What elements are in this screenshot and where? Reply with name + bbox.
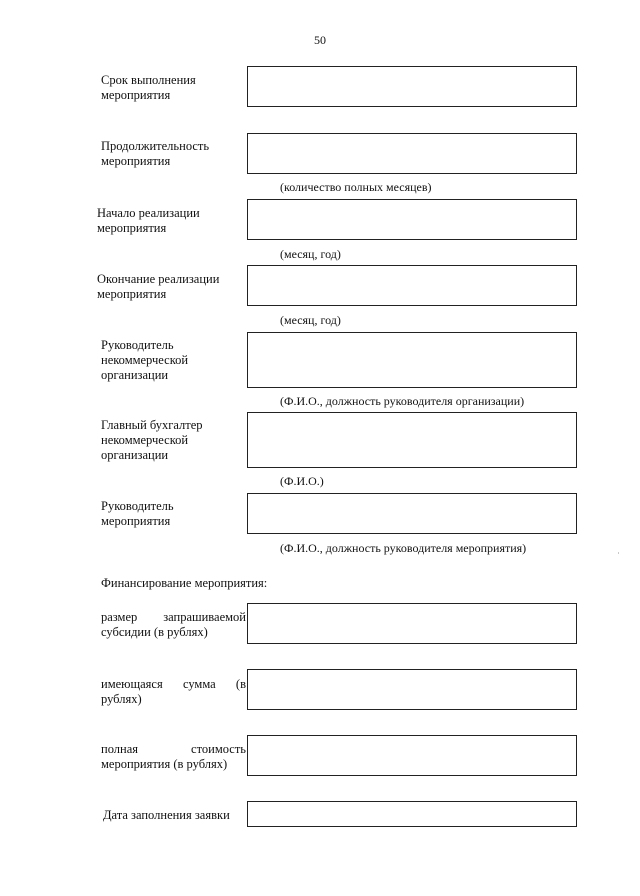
label-duration-period: Срок выполнения мероприятия — [101, 73, 196, 102]
label-start: Начало реализации мероприятия — [97, 206, 200, 235]
caption-head-org: (Ф.И.О., должность руководителя организации) — [280, 394, 525, 408]
label-total-cost-line1: полная стоимость — [101, 742, 246, 756]
field-duration-period[interactable] — [247, 66, 577, 107]
label-chief-accountant: Главный бухгалтер некоммерческой организации — [101, 418, 203, 462]
label-head-org: Руководитель некоммерческой организации — [101, 338, 189, 382]
field-chief-accountant[interactable] — [247, 412, 577, 468]
field-head-org[interactable] — [247, 332, 577, 388]
financing-title: Финансирование мероприятия: — [101, 576, 268, 590]
label-requested-subsidy-line1: размер запрашиваемой — [101, 610, 246, 624]
field-end[interactable] — [247, 265, 577, 306]
caption-duration: (количество полных месяцев) — [280, 180, 432, 194]
label-application-date: Дата заполнения заявки — [103, 808, 230, 822]
label-end: Окончание реализации мероприятия — [97, 272, 220, 301]
field-total-cost[interactable] — [247, 735, 577, 776]
field-start[interactable] — [247, 199, 577, 240]
label-duration: Продолжительность мероприятия — [101, 139, 210, 168]
field-head-event[interactable] — [247, 493, 577, 534]
label-total-cost — [101, 742, 246, 772]
label-requested-subsidy — [101, 610, 246, 640]
field-application-date[interactable] — [247, 801, 577, 827]
caption-head-event: (Ф.И.О., должность руководителя мероприятия) — [280, 541, 527, 555]
margin-mark: ʾ — [617, 551, 620, 561]
label-requested-subsidy-line2: субсидии (в рублях) — [101, 625, 208, 639]
field-available-amount[interactable] — [247, 669, 577, 710]
caption-start: (месяц, год) — [280, 247, 341, 261]
field-duration[interactable] — [247, 133, 577, 174]
label-available-amount — [101, 677, 246, 707]
page-number: 50 — [314, 33, 326, 47]
label-available-amount-line2: рублях) — [101, 692, 142, 706]
label-total-cost-line2: мероприятия (в рублях) — [101, 757, 228, 771]
label-head-event: Руководитель мероприятия — [101, 499, 174, 528]
caption-chief-accountant: (Ф.И.О.) — [280, 474, 324, 488]
field-requested-subsidy[interactable] — [247, 603, 577, 644]
caption-end: (месяц, год) — [280, 313, 341, 327]
label-available-amount-line1: имеющаяся сумма (в — [101, 677, 246, 691]
